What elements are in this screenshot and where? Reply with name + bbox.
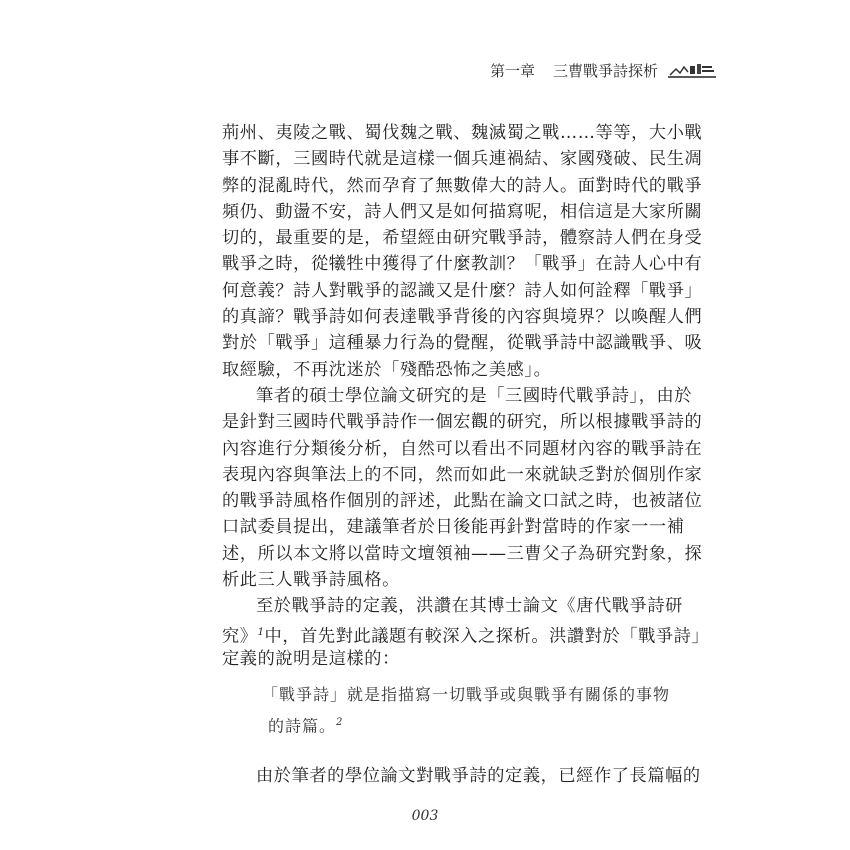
text-fragment: 究》 bbox=[222, 626, 258, 647]
text-line: 戰爭之時，從犧牲中獲得了什麼教訓？「戰爭」在詩人心中有 bbox=[222, 254, 703, 275]
text-line: 切的，最重要的是，希望經由研究戰爭詩，體察詩人們在身受 bbox=[222, 228, 703, 249]
text-line: 弊的混亂時代，然而孕育了無數偉大的詩人。面對時代的戰爭 bbox=[222, 175, 703, 196]
running-header bbox=[490, 58, 716, 82]
continuation-line: 由於筆者的學位論文對戰爭詩的定義，已經作了長篇幅的 bbox=[256, 766, 701, 786]
block-quote bbox=[262, 681, 671, 737]
text-line: 對於「戰爭」這種暴力行為的覺醒，從戰爭詩中認識戰爭、吸 bbox=[222, 333, 703, 354]
text-fragment: 的詩篇。 bbox=[268, 716, 337, 736]
text-line: 析此三人戰爭詩風格。 bbox=[222, 570, 400, 591]
text-line: 荊州、夷陵之戰、蜀伐魏之戰、魏滅蜀之戰……等等，大小戰 bbox=[222, 123, 703, 143]
quote-line: 「戰爭詩」就是指描寫一切戰爭或與戰爭有關係的事物 bbox=[262, 685, 671, 704]
footnote-ref-2[interactable]: 2 bbox=[336, 717, 344, 728]
text-line: 何意義？詩人對戰爭的認識又是什麼？詩人如何詮釋「戰爭」 bbox=[222, 280, 703, 301]
text-line: 取經驗，不再沈迷於「殘酷恐怖之美感」。 bbox=[222, 359, 552, 380]
decorative-battle-scene-icon bbox=[668, 61, 716, 79]
text-line: 的戰爭詩風格作個別的評述，此點在論文口試之時，也被諸位 bbox=[222, 491, 703, 512]
text-line bbox=[222, 620, 710, 647]
text-line: 的真諦？戰爭詩如何表達戰爭背後的內容與境界？以喚醒人們 bbox=[222, 307, 703, 328]
text-line: 筆者的碩士學位論文研究的是「三國時代戰爭詩」，由於 bbox=[256, 385, 693, 406]
text-line: 內容進行分類後分析，自然可以看出不同題材內容的戰爭詩在 bbox=[222, 438, 703, 459]
paragraph-3 bbox=[222, 593, 710, 672]
section-title: 三曹戰爭詩探析 bbox=[553, 61, 659, 80]
paragraph-2 bbox=[222, 383, 703, 593]
text-line: 是針對三國時代戰爭詩作一個宏觀的研究，所以根據戰爭詩的 bbox=[222, 412, 703, 433]
footnote-ref-1[interactable]: 1 bbox=[257, 626, 265, 638]
paragraph-1 bbox=[222, 120, 703, 383]
text-line: 表現內容與筆法上的不同，然而如此一來就缺乏對於個別作家 bbox=[222, 464, 703, 485]
page-number: 003 bbox=[411, 808, 439, 824]
body-text bbox=[222, 120, 710, 672]
chapter-label: 第一章 bbox=[490, 61, 536, 80]
text-line: 事不斷，三國時代就是這樣一個兵連禍結、家國殘破、民生凋 bbox=[222, 149, 703, 170]
text-fragment: 中，首先對此議題有較深入之探析。洪讚對於「戰爭詩」 bbox=[264, 626, 710, 647]
text-line: 定義的說明是這樣的： bbox=[222, 648, 400, 669]
text-line: 至於戰爭詩的定義，洪讚在其博士論文《唐代戰爭詩研 bbox=[256, 596, 683, 617]
quote-line bbox=[262, 709, 662, 737]
text-line: 頻仍、動盪不安，詩人們又是如何描寫呢，相信這是大家所關 bbox=[222, 201, 703, 222]
text-line: 述，所以本文將以當時文壇領袖——三曹父子為研究對象，探 bbox=[222, 543, 703, 564]
text-line: 口試委員提出，建議筆者於日後能再針對當時的作家一一補 bbox=[222, 517, 685, 538]
